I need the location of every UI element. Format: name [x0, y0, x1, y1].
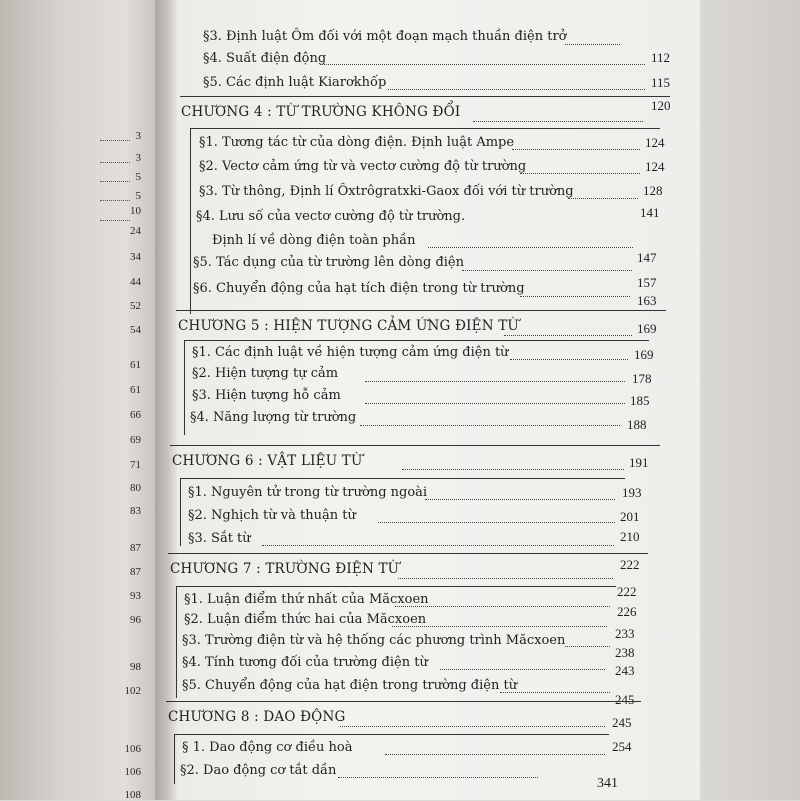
toc-page-number: 128	[643, 183, 663, 198]
leader-dots	[338, 777, 538, 778]
chapter-rule	[180, 96, 670, 97]
toc-page-number: 185	[630, 393, 650, 408]
left-page-number: 5	[135, 171, 141, 183]
chapter-page-number: 191	[629, 455, 649, 470]
leader-dots	[320, 64, 645, 65]
leader-dots	[565, 646, 610, 647]
background-surface	[700, 0, 800, 800]
left-page-number: 106	[124, 766, 141, 778]
section-bracket	[176, 586, 177, 698]
toc-item: §1. Các định luật về hiện tượng cảm ứng điện từ	[192, 345, 509, 360]
left-page-number: 80	[130, 482, 141, 494]
leader-dots	[425, 499, 615, 500]
leader-dots	[360, 425, 620, 426]
left-page-number: 98	[130, 661, 141, 673]
toc-item: §1. Luận điểm thứ nhất của Măcxoen	[184, 592, 429, 607]
toc-item: §6. Chuyển động của hạt tích điện trong từ trường	[193, 281, 525, 296]
toc-page-number: 163	[637, 293, 657, 308]
chapter-title: CHƯƠNG 4 : TỪ TRƯỜNG KHÔNG ĐỔI	[181, 104, 461, 120]
toc-page-number: 141	[640, 205, 660, 220]
chapter-rule	[190, 128, 660, 129]
leader-dots	[504, 335, 632, 336]
chapter-page-number: 169	[637, 321, 657, 336]
leader-dots	[395, 606, 610, 607]
leader-dots	[510, 359, 628, 360]
left-page-number: 93	[130, 590, 141, 602]
chapter-page-number: 245	[612, 715, 632, 730]
leader-dots	[520, 173, 640, 174]
toc-page-number: 222	[617, 584, 637, 599]
chapter-rule	[174, 734, 609, 735]
chapter-rule	[166, 701, 641, 702]
toc-item: §5. Tác dụng của từ trường lên dòng điện	[193, 255, 464, 270]
toc-item: §1. Nguyên tử trong từ trường ngoài	[188, 485, 428, 500]
left-page-number: 66	[130, 409, 141, 421]
chapter-title: CHƯƠNG 6 : VẬT LIỆU TỪ	[172, 453, 363, 469]
left-page-number: 83	[130, 505, 141, 517]
toc-page-number: 238	[615, 645, 635, 660]
chapter-title: CHƯƠNG 7 : TRƯỜNG ĐIỆN TỪ	[170, 561, 400, 577]
toc-item: §2. Vectơ cảm ứng từ và vectơ cường độ từ trường	[199, 159, 527, 174]
toc-page-number: 210	[620, 529, 640, 544]
left-page-number: 61	[130, 384, 141, 396]
toc-item: §5. Các định luật Kiarơkhốp	[203, 75, 387, 90]
leader-dots	[378, 522, 615, 523]
leader-dots	[512, 149, 640, 150]
left-page-number: 3	[135, 152, 141, 164]
toc-page-number: 233	[615, 626, 635, 641]
leader-dots	[398, 578, 613, 579]
leader-dots	[388, 89, 645, 90]
leader-dots	[100, 220, 130, 221]
leader-dots	[565, 44, 620, 45]
leader-dots	[473, 121, 643, 122]
toc-item: §1. Tương tác từ của dòng điện. Định luật Ampe	[199, 135, 515, 150]
chapter-rule	[176, 310, 666, 311]
left-page-number: 96	[130, 614, 141, 626]
leader-dots	[462, 270, 632, 271]
toc-item: §3. Định luật Ôm đối với một đoạn mạch thuần điện trở	[203, 29, 567, 44]
toc-page-number: 124	[645, 159, 665, 174]
toc-page-number: 201	[620, 509, 640, 524]
toc-page-number: 254	[612, 739, 632, 754]
left-page-number: 54	[130, 324, 141, 336]
toc-page-number: 245	[615, 692, 635, 707]
left-page-number: 71	[130, 459, 141, 471]
leader-dots	[340, 726, 605, 727]
chapter-page-number: 120	[651, 98, 671, 113]
leader-dots	[402, 469, 624, 470]
leader-dots	[100, 181, 130, 182]
toc-page-number: 147	[637, 250, 657, 265]
toc-item: §4. Lưu số của vectơ cường độ từ trường.	[196, 209, 466, 224]
section-bracket	[184, 340, 185, 435]
toc-item: §2. Nghịch từ và thuận từ	[188, 508, 356, 523]
toc-item: §5. Chuyển động của hạt điện trong trường điện từ	[182, 678, 518, 693]
toc-item: §2. Dao động cơ tắt dần	[180, 763, 337, 778]
toc-item: §3. Hiện tượng hỗ cảm	[192, 388, 341, 403]
page-number: 341	[597, 776, 618, 791]
left-page-number: 106	[124, 743, 141, 755]
chapter-rule	[176, 586, 616, 587]
leader-dots	[428, 247, 633, 248]
left-page-number: 44	[130, 276, 141, 288]
toc-item: § 1. Dao động cơ điều hoà	[182, 740, 353, 755]
leader-dots	[365, 403, 625, 404]
leader-dots	[262, 545, 614, 546]
toc-item: §3. Sắt từ	[188, 531, 251, 546]
leader-dots	[100, 200, 130, 201]
toc-item: §4. Năng lượng từ trường	[190, 410, 357, 425]
toc-page-number: 169	[634, 347, 654, 362]
chapter-page-number: 222	[620, 557, 640, 572]
toc-page-number: 243	[615, 663, 635, 678]
left-page-number: 69	[130, 434, 141, 446]
toc-page-number: 115	[651, 75, 671, 90]
leader-dots	[100, 162, 130, 163]
leader-dots	[500, 692, 610, 693]
left-page-number: 5	[135, 190, 141, 202]
toc-item: Định lí về dòng điện toàn phần	[212, 233, 416, 248]
leader-dots	[520, 296, 630, 297]
left-page-number: 87	[130, 542, 141, 554]
chapter-title: CHƯƠNG 8 : DAO ĐỘNG	[168, 709, 346, 725]
section-bracket	[180, 478, 181, 546]
chapter-rule	[170, 445, 660, 446]
left-page-number: 10	[130, 205, 141, 217]
toc-item: §4. Suất điện động	[203, 51, 327, 66]
chapter-rule	[184, 340, 649, 341]
left-page-number: 108	[124, 789, 141, 801]
leader-dots	[568, 198, 638, 199]
chapter-rule	[168, 553, 648, 554]
book-gutter	[155, 0, 177, 800]
chapter-title: CHƯƠNG 5 : HIỆN TƯỢNG CẢM ỨNG ĐIỆN TỪ	[178, 318, 519, 334]
left-page-number: 24	[130, 225, 141, 237]
leader-dots	[100, 140, 130, 141]
section-bracket	[174, 734, 175, 784]
chapter-rule	[180, 478, 625, 479]
toc-page-number: 112	[651, 50, 671, 65]
leader-dots	[365, 381, 625, 382]
toc-item: §4. Tính tương đối của trường điện từ	[182, 655, 428, 670]
left-page-number: 34	[130, 251, 141, 263]
toc-page-number: 188	[627, 417, 647, 432]
left-facing-page	[0, 0, 155, 800]
leader-dots	[385, 754, 605, 755]
toc-page-number: 157	[637, 275, 657, 290]
left-page-number: 61	[130, 359, 141, 371]
left-page-number: 87	[130, 566, 141, 578]
toc-item: §2. Luận điểm thức hai của Măcxoen	[184, 612, 427, 627]
toc-item: §3. Từ thông, Định lí Ôxtrôgratxki-Gaox đối với từ trường	[199, 184, 574, 199]
leader-dots	[392, 626, 607, 627]
leader-dots	[440, 669, 605, 670]
toc-item: §3. Trường điện từ và hệ thống các phương trình Măcxoen	[182, 633, 566, 648]
section-bracket	[190, 128, 191, 314]
toc-page-number: 193	[622, 485, 642, 500]
toc-page-number: 124	[645, 135, 665, 150]
toc-item: §2. Hiện tượng tự cảm	[192, 366, 339, 381]
left-page-number: 52	[130, 300, 141, 312]
toc-page-number: 226	[617, 604, 637, 619]
left-page-number: 3	[135, 130, 141, 142]
toc-page-number: 178	[632, 371, 652, 386]
left-page-number: 102	[124, 685, 141, 697]
